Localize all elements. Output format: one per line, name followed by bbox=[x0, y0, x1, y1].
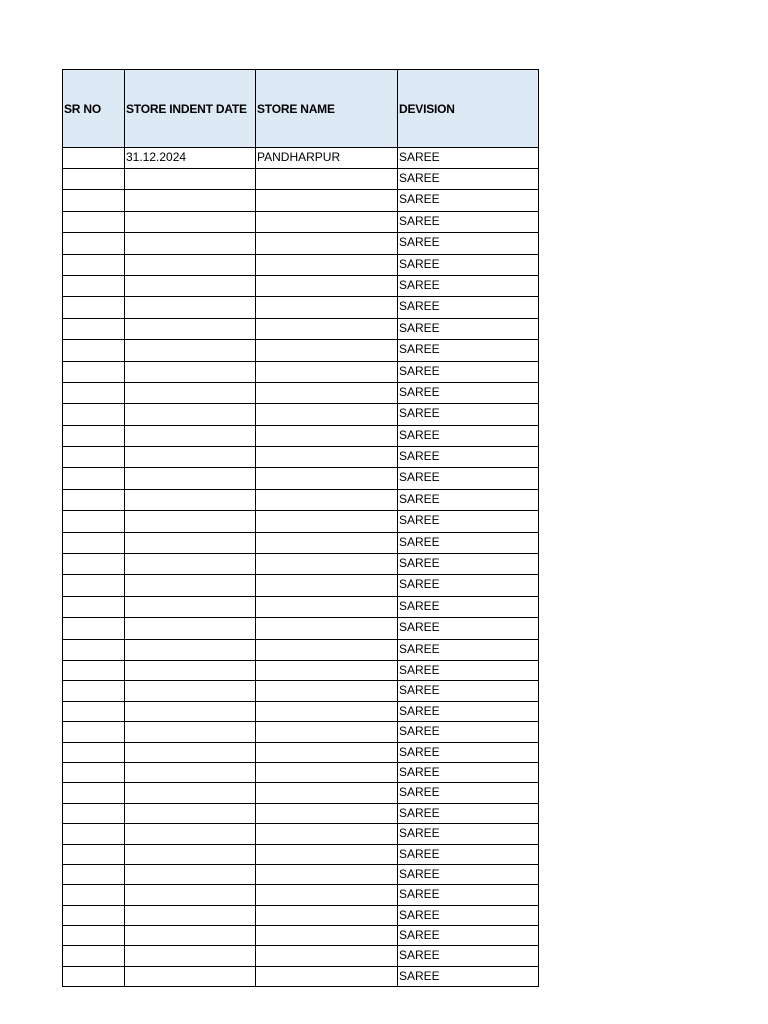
cell-store-indent-date bbox=[125, 211, 256, 232]
cell-store-name bbox=[256, 946, 398, 966]
cell-store-indent-date bbox=[125, 447, 256, 468]
table-row bbox=[63, 722, 539, 742]
cell-store-name bbox=[256, 361, 398, 382]
cell-store-indent-date bbox=[125, 926, 256, 946]
cell-sr-no bbox=[63, 722, 125, 742]
cell-sr-no bbox=[63, 275, 125, 296]
cell-devision: SAREE bbox=[398, 468, 539, 489]
cell-sr-no bbox=[63, 864, 125, 884]
cell-devision: SAREE bbox=[398, 722, 539, 742]
cell-sr-no bbox=[63, 926, 125, 946]
cell-sr-no bbox=[63, 575, 125, 596]
cell-devision: SAREE bbox=[398, 275, 539, 296]
cell-store-indent-date bbox=[125, 803, 256, 823]
cell-devision: SAREE bbox=[398, 783, 539, 803]
cell-devision: SAREE bbox=[398, 148, 539, 169]
cell-sr-no bbox=[63, 554, 125, 575]
cell-devision: SAREE bbox=[398, 618, 539, 639]
cell-store-name bbox=[256, 511, 398, 532]
cell-devision: SAREE bbox=[398, 190, 539, 211]
cell-devision: SAREE bbox=[398, 681, 539, 701]
cell-devision: SAREE bbox=[398, 425, 539, 446]
cell-store-name bbox=[256, 701, 398, 721]
cell-store-indent-date bbox=[125, 318, 256, 339]
table-row bbox=[63, 618, 539, 639]
cell-sr-no bbox=[63, 404, 125, 425]
table-row bbox=[63, 468, 539, 489]
cell-store-indent-date bbox=[125, 190, 256, 211]
table-row bbox=[63, 905, 539, 925]
cell-devision: SAREE bbox=[398, 905, 539, 925]
cell-sr-no bbox=[63, 824, 125, 844]
cell-store-name bbox=[256, 783, 398, 803]
cell-sr-no bbox=[63, 254, 125, 275]
cell-store-indent-date bbox=[125, 382, 256, 403]
cell-devision: SAREE bbox=[398, 639, 539, 660]
cell-sr-no bbox=[63, 297, 125, 318]
cell-store-indent-date bbox=[125, 532, 256, 553]
table-row bbox=[63, 489, 539, 510]
cell-store-indent-date bbox=[125, 742, 256, 762]
cell-store-name bbox=[256, 340, 398, 361]
cell-store-indent-date bbox=[125, 824, 256, 844]
cell-store-name bbox=[256, 742, 398, 762]
table-row bbox=[63, 596, 539, 617]
cell-sr-no bbox=[63, 190, 125, 211]
table-row bbox=[63, 340, 539, 361]
header-devision: DEVISION bbox=[398, 70, 539, 148]
cell-devision: SAREE bbox=[398, 885, 539, 905]
table-row bbox=[63, 361, 539, 382]
cell-store-indent-date bbox=[125, 275, 256, 296]
table-row bbox=[63, 946, 539, 966]
cell-store-name bbox=[256, 966, 398, 986]
cell-sr-no bbox=[63, 762, 125, 782]
cell-devision: SAREE bbox=[398, 511, 539, 532]
table-row bbox=[63, 382, 539, 403]
cell-sr-no bbox=[63, 742, 125, 762]
cell-store-name bbox=[256, 404, 398, 425]
cell-store-indent-date bbox=[125, 966, 256, 986]
cell-sr-no bbox=[63, 425, 125, 446]
cell-sr-no bbox=[63, 489, 125, 510]
cell-store-indent-date: 31.12.2024 bbox=[125, 148, 256, 169]
cell-store-indent-date bbox=[125, 844, 256, 864]
cell-store-name bbox=[256, 489, 398, 510]
table-row bbox=[63, 824, 539, 844]
cell-store-indent-date bbox=[125, 596, 256, 617]
cell-devision: SAREE bbox=[398, 946, 539, 966]
cell-sr-no bbox=[63, 844, 125, 864]
cell-store-indent-date bbox=[125, 254, 256, 275]
cell-store-indent-date bbox=[125, 783, 256, 803]
cell-sr-no bbox=[63, 233, 125, 254]
table-row bbox=[63, 966, 539, 986]
cell-sr-no bbox=[63, 966, 125, 986]
cell-sr-no bbox=[63, 618, 125, 639]
table-row bbox=[63, 864, 539, 884]
cell-store-name bbox=[256, 532, 398, 553]
cell-store-name bbox=[256, 382, 398, 403]
cell-store-name bbox=[256, 762, 398, 782]
cell-sr-no bbox=[63, 511, 125, 532]
cell-sr-no bbox=[63, 946, 125, 966]
table-row bbox=[63, 575, 539, 596]
cell-devision: SAREE bbox=[398, 762, 539, 782]
cell-store-indent-date bbox=[125, 946, 256, 966]
table-row bbox=[63, 511, 539, 532]
cell-sr-no bbox=[63, 169, 125, 190]
header-sr-no: SR NO bbox=[63, 70, 125, 148]
cell-store-indent-date bbox=[125, 169, 256, 190]
cell-sr-no bbox=[63, 361, 125, 382]
cell-store-name bbox=[256, 318, 398, 339]
cell-store-indent-date bbox=[125, 618, 256, 639]
cell-devision: SAREE bbox=[398, 554, 539, 575]
cell-devision: SAREE bbox=[398, 803, 539, 823]
cell-store-indent-date bbox=[125, 489, 256, 510]
cell-devision: SAREE bbox=[398, 596, 539, 617]
table-row bbox=[63, 425, 539, 446]
cell-store-indent-date bbox=[125, 425, 256, 446]
cell-devision: SAREE bbox=[398, 447, 539, 468]
cell-devision: SAREE bbox=[398, 169, 539, 190]
cell-sr-no bbox=[63, 701, 125, 721]
cell-store-name bbox=[256, 885, 398, 905]
cell-store-name bbox=[256, 233, 398, 254]
cell-devision: SAREE bbox=[398, 742, 539, 762]
cell-devision: SAREE bbox=[398, 824, 539, 844]
cell-store-indent-date bbox=[125, 575, 256, 596]
cell-store-name bbox=[256, 681, 398, 701]
table-row bbox=[63, 148, 539, 169]
cell-store-name bbox=[256, 554, 398, 575]
cell-sr-no bbox=[63, 532, 125, 553]
cell-store-indent-date bbox=[125, 468, 256, 489]
table-body bbox=[63, 148, 539, 987]
cell-store-name bbox=[256, 275, 398, 296]
table-row bbox=[63, 190, 539, 211]
cell-store-name bbox=[256, 905, 398, 925]
cell-store-indent-date bbox=[125, 639, 256, 660]
cell-devision: SAREE bbox=[398, 660, 539, 680]
table-row bbox=[63, 885, 539, 905]
cell-store-indent-date bbox=[125, 762, 256, 782]
cell-store-name bbox=[256, 254, 398, 275]
table-row bbox=[63, 169, 539, 190]
cell-store-indent-date bbox=[125, 340, 256, 361]
cell-devision: SAREE bbox=[398, 233, 539, 254]
cell-devision: SAREE bbox=[398, 211, 539, 232]
cell-store-name bbox=[256, 190, 398, 211]
table-row bbox=[63, 447, 539, 468]
cell-store-indent-date bbox=[125, 701, 256, 721]
cell-store-indent-date bbox=[125, 864, 256, 884]
cell-sr-no bbox=[63, 905, 125, 925]
cell-sr-no bbox=[63, 447, 125, 468]
cell-devision: SAREE bbox=[398, 532, 539, 553]
cell-store-name bbox=[256, 575, 398, 596]
cell-sr-no bbox=[63, 783, 125, 803]
header-store-name: STORE NAME bbox=[256, 70, 398, 148]
cell-store-indent-date bbox=[125, 905, 256, 925]
cell-store-indent-date bbox=[125, 885, 256, 905]
cell-devision: SAREE bbox=[398, 318, 539, 339]
cell-store-name bbox=[256, 824, 398, 844]
cell-devision: SAREE bbox=[398, 489, 539, 510]
cell-store-name bbox=[256, 926, 398, 946]
cell-devision: SAREE bbox=[398, 844, 539, 864]
cell-store-name bbox=[256, 639, 398, 660]
cell-sr-no bbox=[63, 681, 125, 701]
cell-store-indent-date bbox=[125, 233, 256, 254]
cell-devision: SAREE bbox=[398, 864, 539, 884]
table-row bbox=[63, 762, 539, 782]
cell-devision: SAREE bbox=[398, 575, 539, 596]
cell-store-indent-date bbox=[125, 554, 256, 575]
cell-store-name bbox=[256, 169, 398, 190]
table-row bbox=[63, 254, 539, 275]
cell-sr-no bbox=[63, 468, 125, 489]
cell-sr-no bbox=[63, 803, 125, 823]
table-row bbox=[63, 926, 539, 946]
cell-store-name bbox=[256, 596, 398, 617]
cell-store-name bbox=[256, 618, 398, 639]
cell-sr-no bbox=[63, 639, 125, 660]
cell-store-name bbox=[256, 864, 398, 884]
cell-devision: SAREE bbox=[398, 404, 539, 425]
table-row bbox=[63, 783, 539, 803]
cell-devision: SAREE bbox=[398, 361, 539, 382]
indent-table bbox=[62, 69, 539, 987]
table-row bbox=[63, 701, 539, 721]
table-row bbox=[63, 554, 539, 575]
cell-devision: SAREE bbox=[398, 382, 539, 403]
cell-devision: SAREE bbox=[398, 254, 539, 275]
cell-devision: SAREE bbox=[398, 297, 539, 318]
cell-store-name bbox=[256, 211, 398, 232]
cell-store-name bbox=[256, 803, 398, 823]
cell-store-name bbox=[256, 297, 398, 318]
cell-store-name bbox=[256, 447, 398, 468]
table-row bbox=[63, 803, 539, 823]
cell-devision: SAREE bbox=[398, 926, 539, 946]
table-row bbox=[63, 233, 539, 254]
table-row bbox=[63, 742, 539, 762]
cell-sr-no bbox=[63, 660, 125, 680]
cell-devision: SAREE bbox=[398, 966, 539, 986]
cell-sr-no bbox=[63, 211, 125, 232]
cell-devision: SAREE bbox=[398, 701, 539, 721]
table-row bbox=[63, 660, 539, 680]
table-row bbox=[63, 275, 539, 296]
cell-devision: SAREE bbox=[398, 340, 539, 361]
cell-sr-no bbox=[63, 596, 125, 617]
cell-store-name bbox=[256, 468, 398, 489]
table-row bbox=[63, 639, 539, 660]
cell-store-name bbox=[256, 844, 398, 864]
cell-store-indent-date bbox=[125, 660, 256, 680]
cell-store-indent-date bbox=[125, 681, 256, 701]
cell-store-name bbox=[256, 660, 398, 680]
cell-store-indent-date bbox=[125, 722, 256, 742]
cell-sr-no bbox=[63, 382, 125, 403]
table-row bbox=[63, 297, 539, 318]
header-row bbox=[63, 70, 539, 148]
table-row bbox=[63, 404, 539, 425]
cell-store-indent-date bbox=[125, 404, 256, 425]
cell-store-name: PANDHARPUR bbox=[256, 148, 398, 169]
table-row bbox=[63, 318, 539, 339]
cell-sr-no bbox=[63, 340, 125, 361]
table-row bbox=[63, 211, 539, 232]
cell-store-indent-date bbox=[125, 361, 256, 382]
cell-store-name bbox=[256, 722, 398, 742]
cell-store-indent-date bbox=[125, 511, 256, 532]
cell-sr-no bbox=[63, 148, 125, 169]
cell-sr-no bbox=[63, 318, 125, 339]
header-store-indent-date: STORE INDENT DATE bbox=[125, 70, 256, 148]
cell-store-indent-date bbox=[125, 297, 256, 318]
table-row bbox=[63, 532, 539, 553]
table-row bbox=[63, 844, 539, 864]
cell-sr-no bbox=[63, 885, 125, 905]
table-row bbox=[63, 681, 539, 701]
cell-store-name bbox=[256, 425, 398, 446]
